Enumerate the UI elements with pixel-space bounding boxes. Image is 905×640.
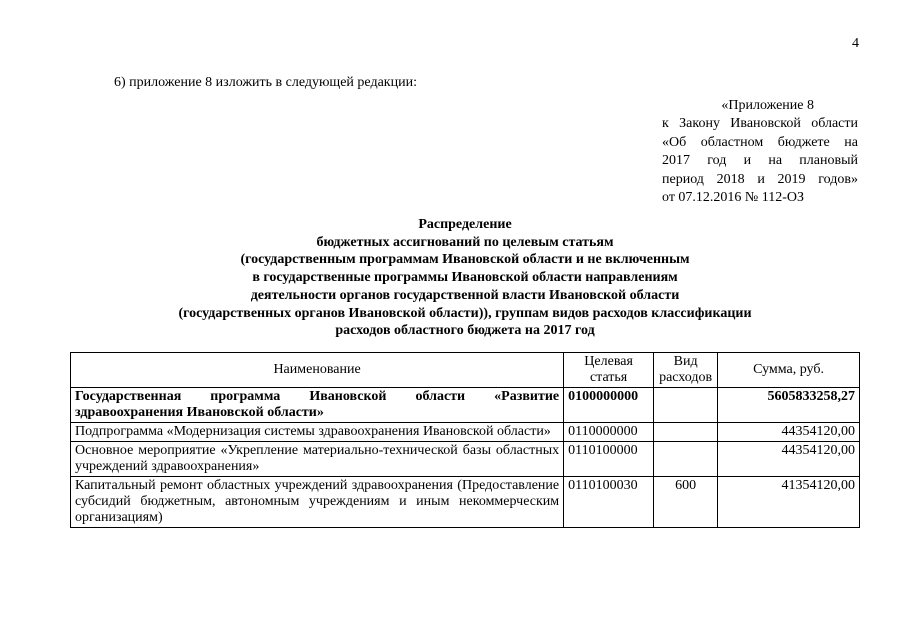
row-target-article: 0100000000: [564, 388, 654, 423]
appendix-reference: [662, 97, 858, 207]
table-row: [71, 442, 860, 477]
appendix-line: «Приложение 8: [721, 98, 814, 113]
row-sum: 44354120,00: [718, 442, 860, 477]
page-number: 4: [852, 36, 859, 51]
amendment-intro: 6) приложение 8 изложить в следующей редакции:: [114, 75, 417, 90]
table-row: [71, 477, 860, 528]
row-expense-type: [654, 442, 718, 477]
header-sum: Сумма, руб.: [718, 353, 860, 388]
row-expense-type: [654, 388, 718, 423]
header-name: Наименование: [71, 353, 564, 388]
row-target-article: 0110000000: [564, 423, 654, 442]
row-sum: 5605833258,27: [718, 388, 860, 423]
row-name: Капитальный ремонт областных учреждений здравоохранения (Предоставление субсидий бюджетным, автономным учреждениям и иным некоммерческим организациям): [71, 477, 564, 528]
appendix-line: 2017 год и на плановый: [662, 153, 858, 169]
row-name: Подпрограмма «Модернизация системы здравоохранения Ивановской области»: [71, 423, 564, 442]
heading-line: в государственные программы Ивановской области направлениям: [252, 270, 678, 286]
header-target-article: Целевая статья: [564, 353, 654, 388]
row-name: Государственная программа Ивановской области «Развитие здравоохранения Ивановской области»: [71, 388, 564, 423]
row-name: Основное мероприятие «Укрепление материально-технической базы областных учреждений здравоохранения»: [71, 442, 564, 477]
appendix-line: к Закону Ивановской области: [662, 116, 858, 132]
row-expense-type: 600: [654, 477, 718, 528]
heading-line: (государственных органов Ивановской области)), группам видов расходов классификации: [178, 305, 752, 321]
row-target-article: 0110100000: [564, 442, 654, 477]
table-row: [71, 388, 860, 423]
table-header-row: [71, 353, 860, 388]
heading-line: бюджетных ассигнований по целевым статьям: [316, 234, 614, 250]
heading-line: расходов областного бюджета на 2017 год: [335, 323, 595, 339]
heading-line: деятельности органов государственной власти Ивановской области: [250, 287, 680, 303]
row-sum: 44354120,00: [718, 423, 860, 442]
appendix-line: от 07.12.2016 № 112-ОЗ: [662, 190, 805, 206]
heading-line: Распределение: [418, 217, 512, 232]
header-expense-type: Вид расходов: [654, 353, 718, 388]
row-sum: 41354120,00: [718, 477, 860, 528]
appendix-line: «Об областном бюджете на: [662, 134, 858, 150]
heading-line: (государственным программам Ивановской области и не включенным: [240, 252, 690, 268]
appendix-line: период 2018 и 2019 годов»: [662, 171, 858, 187]
row-expense-type: [654, 423, 718, 442]
document-heading: [70, 216, 860, 340]
budget-table: [70, 352, 860, 528]
row-target-article: 0110100030: [564, 477, 654, 528]
table-row: [71, 423, 860, 442]
